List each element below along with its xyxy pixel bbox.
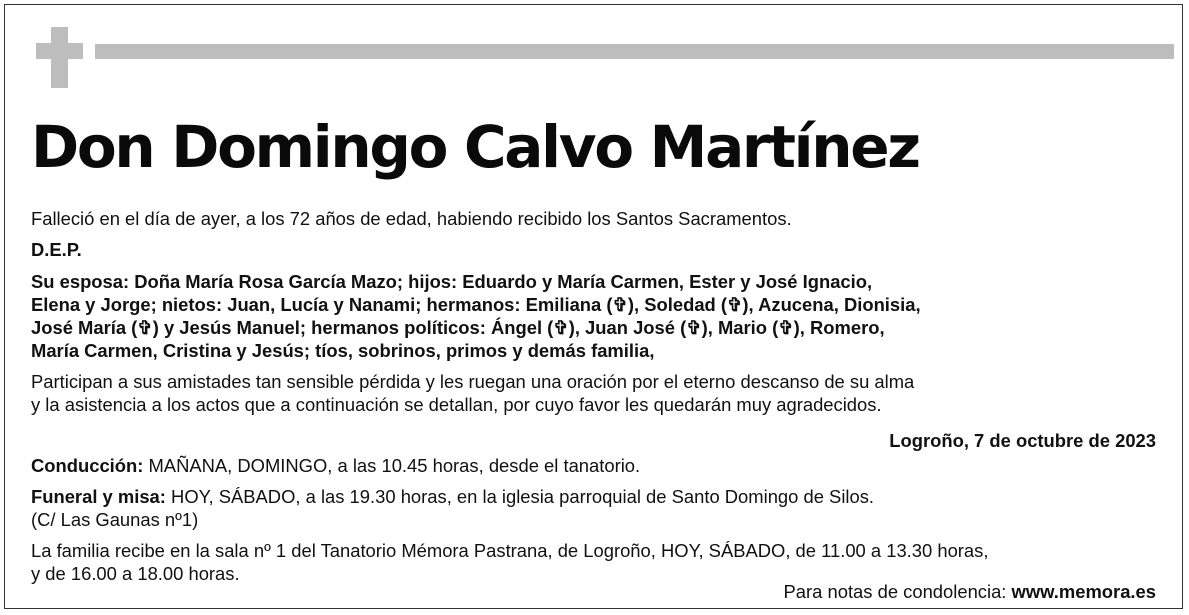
conduccion-text: MAÑANA, DOMINGO, a las 10.45 horas, desde el tanatorio. (143, 455, 641, 476)
funeral-address: (C/ Las Gaunas nº1) (31, 509, 199, 530)
deceased-name: Don Domingo Calvo Martínez (31, 113, 919, 181)
family-line-2: Elena y Jorge; nietos: Juan, Lucía y Nanami; hermanos: Emiliana (✞), Soledad (✞), Azucena, Dionisia, (31, 294, 921, 315)
place-date: Logroño, 7 de octubre de 2023 (889, 430, 1156, 451)
condolence-line (784, 580, 1156, 603)
family-line-1: Su esposa: Doña María Rosa García Mazo; hijos: Eduardo y María Carmen, Ester y José Ignacio, (31, 271, 873, 292)
conduccion-label: Conducción: (31, 455, 144, 476)
sala-line-1: La familia recibe en la sala nº 1 del Tanatorio Mémora Pastrana, de Logroño, HOY, SÁBADO, de 11.00 a 13.30 horas, (31, 540, 989, 561)
condolence-label: Para notas de condolencia: (783, 581, 1012, 602)
cross-icon (36, 27, 83, 88)
family-line-3: José María (✞) y Jesús Manuel; hermanos políticos: Ángel (✞), Juan José (✞), Mario (✞), Romero, (31, 317, 885, 338)
family-line-4: María Carmen, Cristina y Jesús; tíos, sobrinos, primos y demás familia, (31, 340, 655, 361)
funeral-text: HOY, SÁBADO, a las 19.30 horas, en la iglesia parroquial de Santo Domingo de Silos. (165, 486, 875, 507)
funeral-label: Funeral y misa: (31, 486, 166, 507)
request-line-2: y la asistencia a los actos que a continuación se detallan, por cuyo favor les quedarán muy agradecidos. (31, 394, 882, 415)
condolence-link[interactable]: www.memora.es (1011, 581, 1156, 602)
sala-line-2: y de 16.00 a 18.00 horas. (31, 563, 240, 584)
request-line-1: Participan a sus amistades tan sensible pérdida y les ruegan una oración por el eterno descanso de su alma (31, 371, 915, 392)
header-rule (95, 44, 1174, 59)
funeral-line (31, 485, 874, 508)
intro-text: Falleció en el día de ayer, a los 72 años de edad, habiendo recibido los Santos Sacramentos. (31, 208, 792, 229)
conduccion-line (31, 454, 640, 477)
dep-text: D.E.P. (31, 239, 82, 260)
